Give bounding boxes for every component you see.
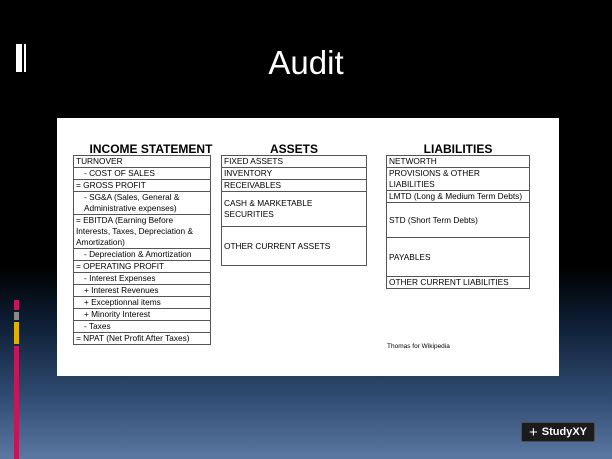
table-row xyxy=(387,238,530,277)
table-row xyxy=(222,180,367,192)
table-row xyxy=(74,273,211,285)
table-row xyxy=(74,156,211,168)
table-row xyxy=(387,168,530,191)
table-cell: = EBITDA (Earning Before Interests, Taxes, Depreciation & Amortization) xyxy=(74,215,211,249)
table-row xyxy=(387,203,530,238)
table-row xyxy=(74,192,211,215)
table-cell: = NPAT (Net Profit After Taxes) xyxy=(74,333,211,345)
table-row xyxy=(74,321,211,333)
liabilities-table xyxy=(386,155,530,289)
slide-title: Audit xyxy=(268,44,344,81)
table-cell: - COST OF SALES xyxy=(74,168,211,180)
table-cell: - SG&A (Sales, General & Administrative expenses) xyxy=(74,192,211,215)
side-accent-grey xyxy=(14,312,19,320)
table-row xyxy=(74,168,211,180)
table-cell: STD (Short Term Debts) xyxy=(387,203,530,238)
table-cell: - Depreciation & Amortization xyxy=(74,249,211,261)
financial-statements-image xyxy=(57,118,559,376)
table-row xyxy=(74,180,211,192)
table-row xyxy=(74,215,211,249)
side-accent-magenta-long xyxy=(14,346,19,459)
table-row xyxy=(74,309,211,321)
table-row xyxy=(74,249,211,261)
table-row xyxy=(74,333,211,345)
image-credit: Thomas for Wikipedia xyxy=(387,343,450,350)
assets-heading: ASSETS xyxy=(269,142,318,156)
table-row xyxy=(222,156,367,168)
table-row xyxy=(222,192,367,227)
table-cell: INVENTORY xyxy=(222,168,367,180)
plus-icon: + xyxy=(529,423,538,441)
income-statement-heading: INCOME STATEMENT xyxy=(89,142,213,156)
table-cell: - Interest Expenses xyxy=(74,273,211,285)
table-cell: = OPERATING PROFIT xyxy=(74,261,211,273)
table-cell: RECEIVABLES xyxy=(222,180,367,192)
table-row xyxy=(222,168,367,180)
table-cell: = GROSS PROFIT xyxy=(74,180,211,192)
table-row xyxy=(74,297,211,309)
table-cell: LMTD (Long & Medium Term Debts) xyxy=(387,191,530,203)
table-cell: TURNOVER xyxy=(74,156,211,168)
table-row xyxy=(387,191,530,203)
table-cell: OTHER CURRENT LIABILITIES xyxy=(387,277,530,289)
table-row xyxy=(222,227,367,266)
table-row xyxy=(74,285,211,297)
liabilities-heading: LIABILITIES xyxy=(423,142,493,156)
table-cell: PAYABLES xyxy=(387,238,530,277)
table-row xyxy=(387,156,530,168)
income-statement-table xyxy=(73,155,211,345)
table-row xyxy=(74,261,211,273)
side-accent-yellow xyxy=(14,322,19,344)
table-cell: + Exceptionnal items xyxy=(74,297,211,309)
logo-text: StudyXY xyxy=(541,426,587,438)
table-cell: NETWORTH xyxy=(387,156,530,168)
table-cell: + Interest Revenues xyxy=(74,285,211,297)
table-cell: PROVISIONS & OTHER LIABILITIES xyxy=(387,168,530,191)
table-cell: FIXED ASSETS xyxy=(222,156,367,168)
table-row xyxy=(387,277,530,289)
studyxy-logo xyxy=(521,422,595,442)
table-cell: CASH & MARKETABLE SECURITIES xyxy=(222,192,367,227)
table-cell: - Taxes xyxy=(74,321,211,333)
side-accent-magenta xyxy=(14,300,19,310)
assets-table xyxy=(221,155,367,266)
table-cell: OTHER CURRENT ASSETS xyxy=(222,227,367,266)
table-cell: + Minority Interest xyxy=(74,309,211,321)
